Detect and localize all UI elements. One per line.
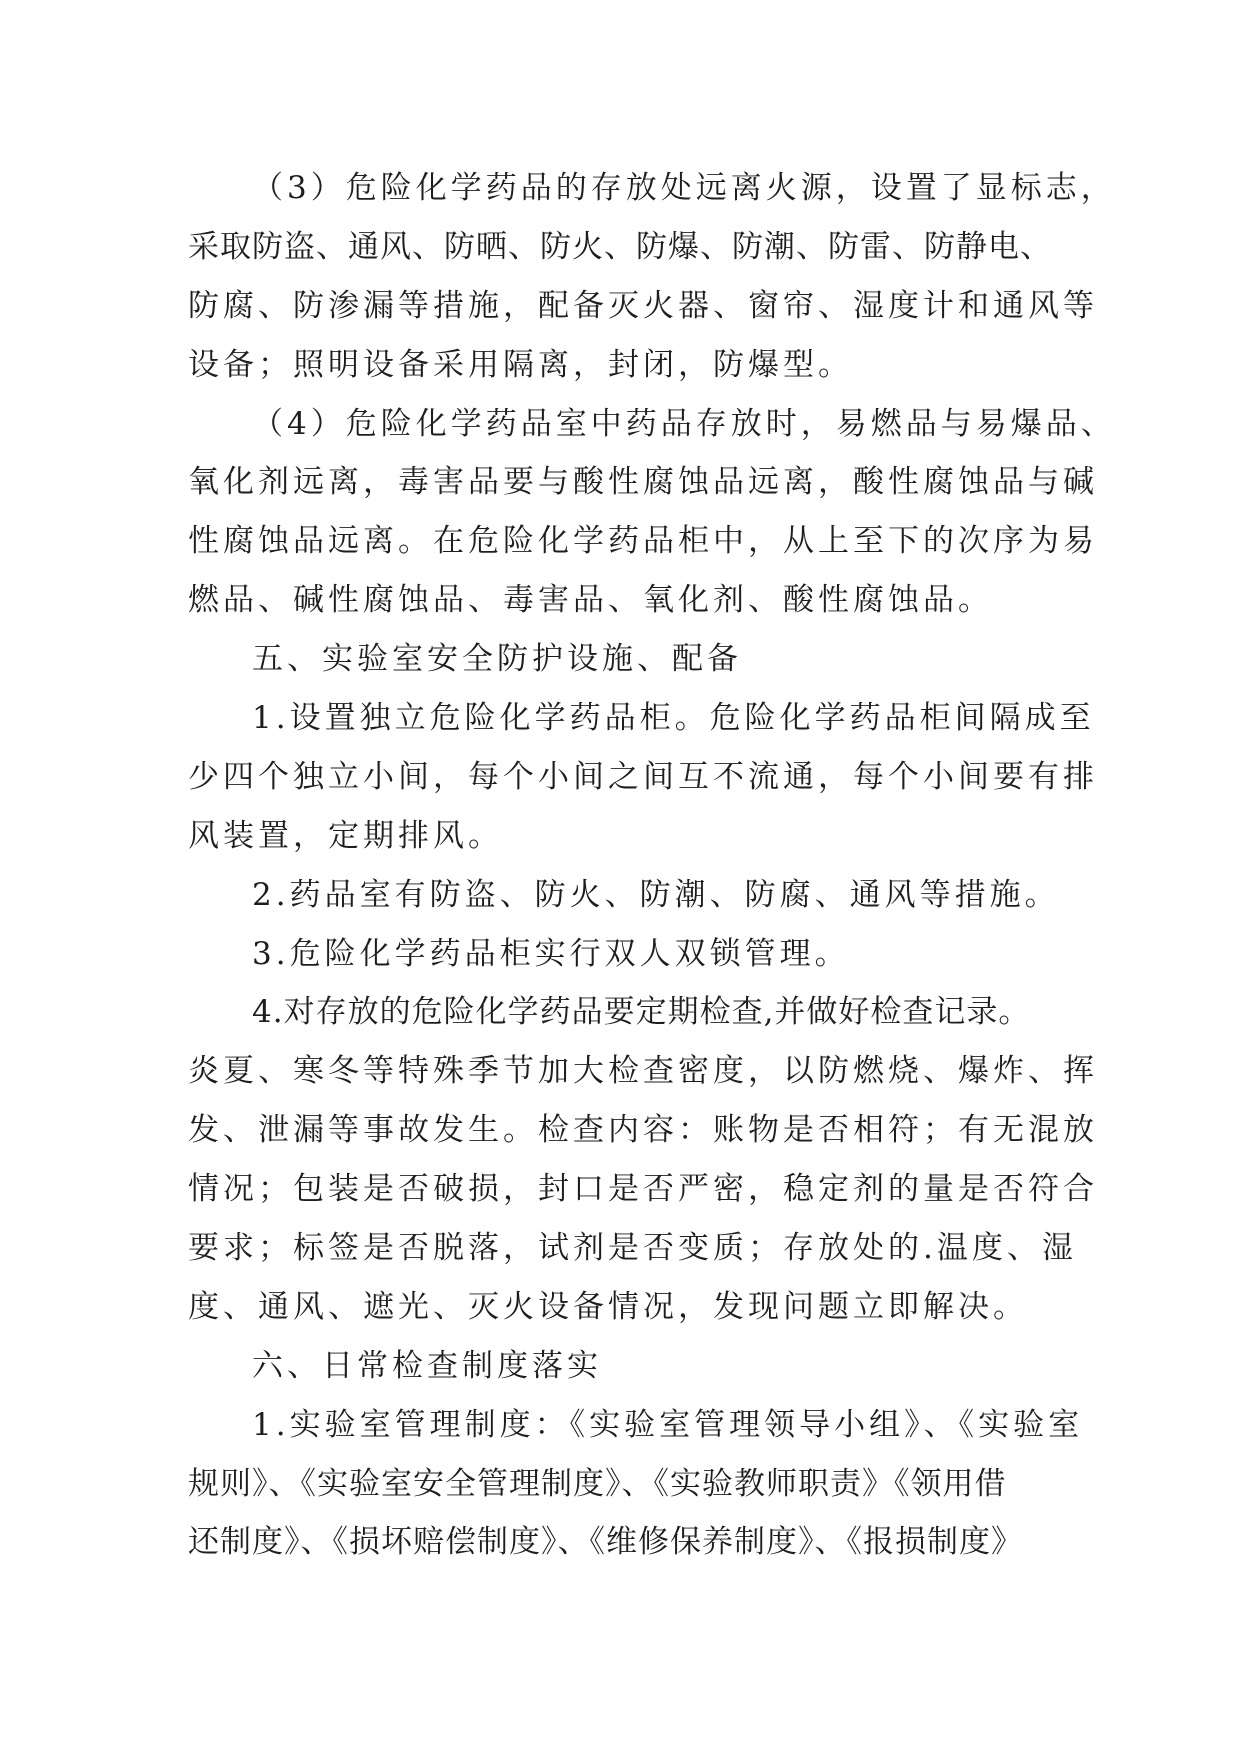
paragraph-line: 要求；标签是否脱落，试剂是否变质；存放处的.温度、湿 [188, 1230, 1077, 1267]
document-body [188, 159, 1116, 1572]
paragraph-line: 4.对存放的危险化学药品要定期检查,并做好检查记录。 [252, 994, 1031, 1031]
paragraph-line: （4）危险化学药品室中药品存放时，易燃品与易爆品、 [252, 405, 1116, 442]
section-heading: 五、实验室安全防护设施、配备 [252, 641, 742, 678]
paragraph-line: 情况；包装是否破损，封口是否严密，稳定剂的量是否符合 [188, 1171, 1098, 1208]
paragraph-line: 性腐蚀品远离。在危险化学药品柜中，从上至下的次序为易 [188, 523, 1098, 560]
paragraph-line: 炎夏、寒冬等特殊季节加大检查密度，以防燃烧、爆炸、挥 [188, 1053, 1098, 1090]
paragraph-line: 氧化剂远离，毒害品要与酸性腐蚀品远离，酸性腐蚀品与碱 [188, 464, 1098, 501]
paragraph-line: 设备；照明设备采用隔离，封闭，防爆型。 [188, 346, 853, 383]
paragraph-line: 1.设置独立危险化学药品柜。危险化学药品柜间隔成至 [252, 700, 1095, 737]
paragraph-line: 3.危险化学药品柜实行双人双锁管理。 [252, 935, 850, 972]
paragraph-line: 风装置，定期排风。 [188, 817, 503, 854]
paragraph-line: 1.实验室管理制度：《实验室管理领导小组》、《实验室 [252, 1406, 1084, 1443]
paragraph-line: 采取防盗、通风、防晒、防火、防爆、防潮、防雷、防静电、 [188, 228, 1052, 265]
paragraph-line: 2.药品室有防盗、防火、防潮、防腐、通风等措施。 [252, 876, 1060, 913]
paragraph-line: 发、泄漏等事故发生。检查内容：账物是否相符；有无混放 [188, 1112, 1098, 1149]
paragraph-line: 防腐、防渗漏等措施，配备灭火器、窗帘、湿度计和通风等 [188, 287, 1098, 324]
paragraph-line: 规则》、《实验室安全管理制度》、《实验教师职责》《领用借 [188, 1465, 1007, 1502]
section-heading: 六、日常检查制度落实 [252, 1347, 602, 1384]
paragraph-line: 还制度》、《损坏赔偿制度》、《维修保养制度》、《报损制度》 [188, 1524, 1023, 1561]
paragraph-line: 少四个独立小间，每个小间之间互不流通，每个小间要有排 [188, 758, 1098, 795]
paragraph-line: （3）危险化学药品的存放处远离火源，设置了显标志， [252, 170, 1116, 206]
paragraph-line: 燃品、碱性腐蚀品、毒害品、氧化剂、酸性腐蚀品。 [188, 582, 993, 619]
paragraph-line: 度、通风、遮光、灭火设备情况，发现问题立即解决。 [188, 1288, 1028, 1325]
